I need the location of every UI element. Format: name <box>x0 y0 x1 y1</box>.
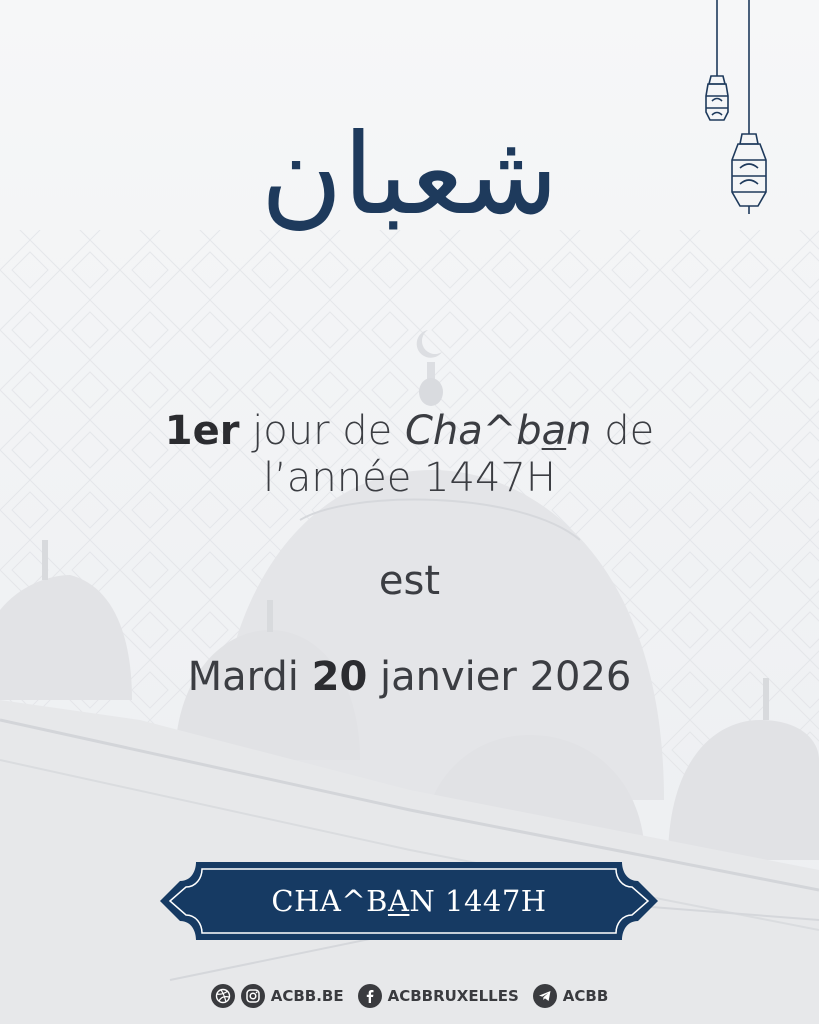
date-weekday: Mardi <box>187 654 299 700</box>
dribbble-icon <box>211 984 235 1008</box>
headline-after-name: de <box>591 408 655 454</box>
banner-prefix: CHA^B <box>271 884 388 918</box>
facebook-icon <box>358 984 382 1008</box>
date-line <box>0 652 819 702</box>
headline-year: l’année 1447H <box>263 455 556 501</box>
telegram-handle: ACBB <box>562 987 609 1005</box>
social-link-telegram[interactable] <box>533 984 608 1008</box>
instagram-icon <box>241 984 265 1008</box>
date-day: 20 <box>311 654 368 700</box>
telegram-icon <box>533 984 557 1008</box>
social-footer <box>0 982 819 1010</box>
headline <box>0 408 819 502</box>
banner-suffix: N 1447H <box>409 884 547 918</box>
date-month-year: janvier 2026 <box>380 654 632 700</box>
headline-bold: 1er <box>164 408 240 454</box>
banner-label <box>158 858 660 944</box>
social-link-facebook[interactable] <box>358 984 519 1008</box>
month-name-prefix: Cha^b <box>404 408 542 454</box>
month-name-underlined: a <box>541 408 567 454</box>
arabic-month-title: شعبان <box>260 110 559 240</box>
connector-text: est <box>378 558 441 604</box>
month-name-suffix: n <box>566 408 592 454</box>
facebook-handle: ACBBRUXELLES <box>387 987 519 1005</box>
month-name <box>405 408 592 454</box>
headline-before-name: jour de <box>239 408 405 454</box>
social-link-website[interactable] <box>211 984 344 1008</box>
banner-underlined: A <box>387 884 410 918</box>
website-handle: ACBB.BE <box>270 987 344 1005</box>
